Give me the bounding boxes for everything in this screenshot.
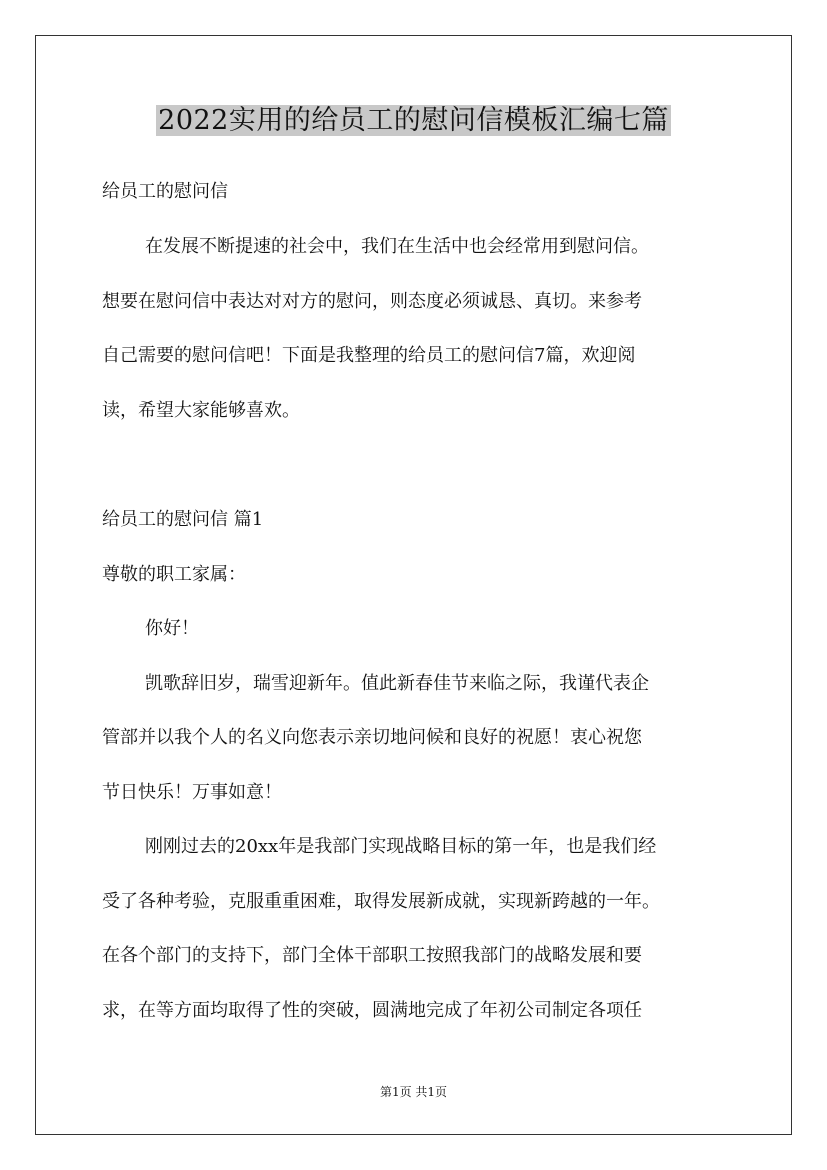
intro-line: 想要在慰问信中表达对对方的慰问，则态度必须诚恳、真切。来参考 (102, 291, 642, 312)
greeting: 你好！ (145, 618, 199, 639)
salutation: 尊敬的职工家属： (102, 564, 246, 585)
body-line: 求，在等方面均取得了性的突破，圆满地完成了年初公司制定各项任 (102, 1000, 642, 1021)
section-title: 给员工的慰问信 篇1 (102, 509, 264, 530)
body-line: 在各个部门的支持下，部门全体干部职工按照我部门的战略发展和要 (102, 945, 642, 966)
body-line: 刚刚过去的20xx年是我部门实现战略目标的第一年，也是我们经 (145, 836, 657, 857)
page-footer: 第1页 共1页 (379, 1085, 448, 1099)
document-title: 2022实用的给员工的慰问信模板汇编七篇 (158, 105, 669, 136)
body-line: 节日快乐！万事如意！ (102, 782, 282, 803)
body-line: 受了各种考验，克服重重困难，取得发展新成就，实现新跨越的一年。 (102, 891, 660, 912)
body-line: 管部并以我个人的名义向您表示亲切地问候和良好的祝愿！衷心祝您 (102, 727, 642, 748)
body-line: 凯歌辞旧岁，瑞雪迎新年。值此新春佳节来临之际，我谨代表企 (145, 673, 649, 694)
heading: 给员工的慰问信 (102, 181, 228, 202)
intro-line: 在发展不断提速的社会中，我们在生活中也会经常用到慰问信。 (145, 236, 649, 257)
intro-line: 读，希望大家能够喜欢。 (102, 400, 300, 421)
intro-line: 自己需要的慰问信吧！下面是我整理的给员工的慰问信7篇，欢迎阅 (102, 345, 636, 366)
